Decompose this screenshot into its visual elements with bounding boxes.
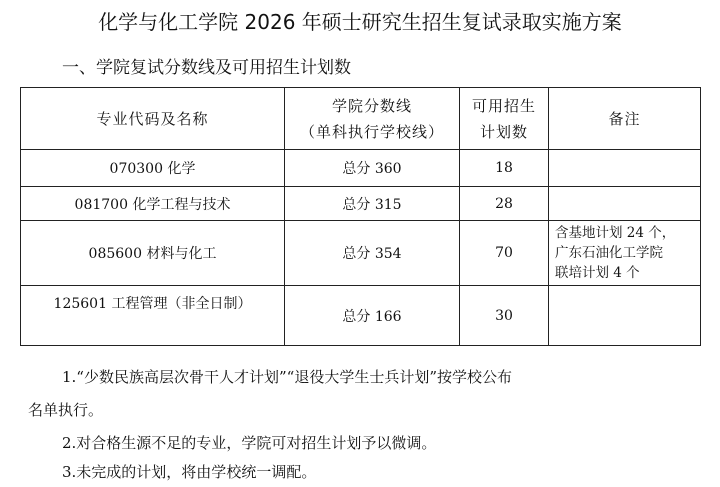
- table-row: [21, 187, 701, 221]
- note-1-line-1: 1.“少数民族高层次骨干人才计划”“退役大学生士兵计划”按学校公布: [62, 368, 512, 386]
- header-quota: [460, 88, 549, 150]
- cell-remark: [549, 221, 701, 286]
- note-2: 2.对合格生源不足的专业，学院可对招生计划予以微调。: [62, 434, 437, 452]
- cell-quota: 18: [460, 150, 549, 187]
- header-quota-line1: 可用招生: [471, 96, 536, 115]
- note-1-line-2: 名单执行。: [28, 401, 104, 419]
- table-header-row: [21, 88, 701, 150]
- header-quota-line2: 计划数: [479, 122, 528, 141]
- cell-major: 085600 材料与化工: [21, 221, 285, 286]
- admission-table: [20, 87, 701, 346]
- remark-line: 含基地计划 24 个，: [555, 225, 676, 241]
- cell-remark: [549, 187, 701, 221]
- header-score: [285, 88, 460, 150]
- cell-score: 总分 166: [285, 286, 460, 346]
- cell-quota: 30: [460, 286, 549, 346]
- cell-quota: 28: [460, 187, 549, 221]
- cell-major: 081700 化学工程与技术: [21, 187, 285, 221]
- table-row: [21, 286, 701, 346]
- header-remark: 备注: [549, 88, 701, 150]
- remark-line: 联培计划 4 个: [555, 265, 640, 281]
- section-heading: 一、学院复试分数线及可用招生计划数: [62, 58, 351, 78]
- page-title: 化学与化工学院 2026 年硕士研究生招生复试录取实施方案: [98, 10, 622, 34]
- cell-quota: 70: [460, 221, 549, 286]
- table-row: [21, 150, 701, 187]
- cell-remark: [549, 150, 701, 187]
- header-score-line2: （单科执行学校线）: [299, 122, 444, 141]
- header-major: 专业代码及名称: [21, 88, 285, 150]
- table-row: [21, 221, 701, 286]
- cell-major: 125601 工程管理（非全日制）: [21, 286, 285, 346]
- cell-score: 总分 360: [285, 150, 460, 187]
- note-3: 3.未完成的计划，将由学校统一调配。: [62, 463, 317, 481]
- cell-remark: [549, 286, 701, 346]
- cell-score: 总分 315: [285, 187, 460, 221]
- cell-major: 070300 化学: [21, 150, 285, 187]
- cell-score: 总分 354: [285, 221, 460, 286]
- header-score-line1: 学院分数线: [331, 96, 412, 115]
- remark-line: 广东石油化工学院: [555, 245, 663, 261]
